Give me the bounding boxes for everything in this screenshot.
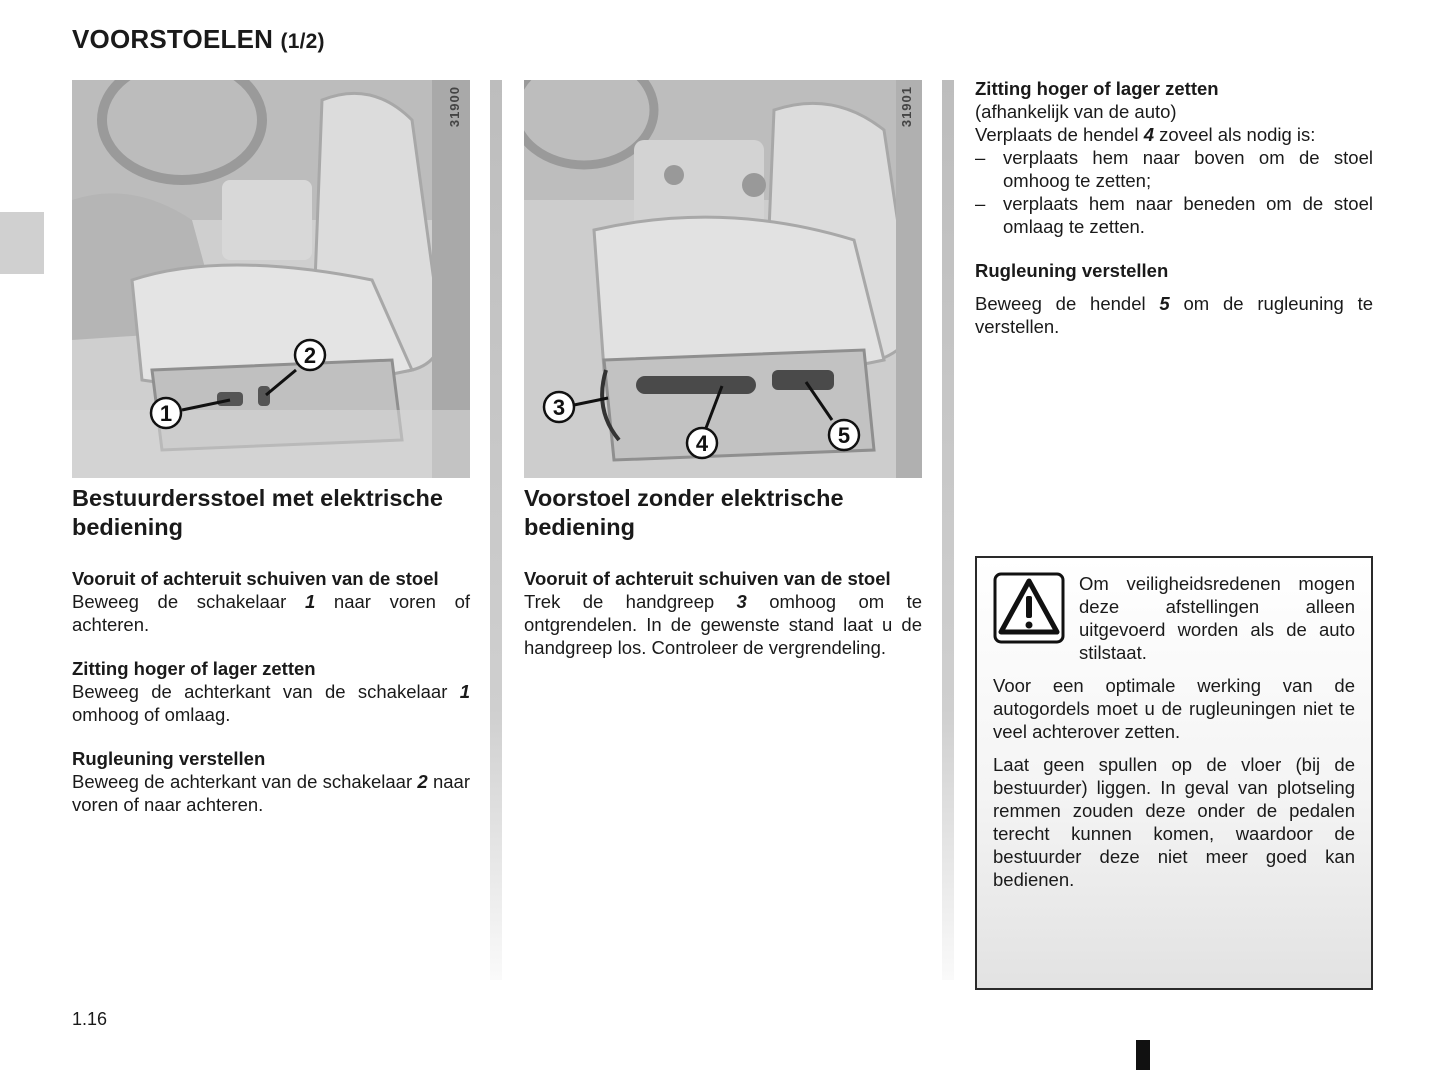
- paragraph: Beweeg de achterkant van de schakelaar 2 naar voren of naar achteren.: [72, 771, 470, 815]
- middle-column: [524, 484, 922, 659]
- callout-2: 2: [303, 343, 317, 368]
- subheading: Vooruit of achteruit schuiven van de stoel: [72, 568, 439, 589]
- text-block: [72, 747, 470, 816]
- photo-driver-seat: [72, 80, 470, 478]
- left-column: [72, 484, 470, 816]
- paragraph: Beweeg de schakelaar 1 naar voren of achteren.: [72, 591, 470, 635]
- photo-manual-seat: [524, 80, 922, 478]
- callout-1: 1: [159, 401, 173, 426]
- paragraph: Beweeg de achterkant van de schakelaar 1 omhoog of omlaag.: [72, 681, 470, 725]
- subheading: Zitting hoger of lager zetten: [975, 78, 1219, 99]
- warning-paragraph: Om veiligheidsredenen mogen deze afstellingen alleen uitgevoerd worden als de auto stilstaat.: [1079, 573, 1355, 663]
- callout-5: 5: [837, 423, 851, 448]
- text-block: [72, 657, 470, 726]
- text-block: [72, 567, 470, 636]
- page-marker: [1136, 1040, 1150, 1070]
- subheading: Rugleuning verstellen: [975, 260, 1169, 281]
- warning-box: [975, 556, 1373, 990]
- figure-code: 31900: [447, 86, 462, 128]
- paragraph: Beweeg de hendel 5 om de rugleuning te verstellen.: [975, 293, 1373, 337]
- page-title: VOORSTOELEN (1/2): [72, 24, 325, 54]
- subheading: Zitting hoger of lager zetten: [72, 658, 316, 679]
- instruction-list: [975, 146, 1373, 238]
- right-column: [975, 77, 1373, 338]
- warning-paragraph: Laat geen spullen op de vloer (bij de bestuurder) liggen. In geval van plotseling remmen zouden deze onder de pedalen terecht kunnen komen, waardoor de bestuurder deze niet meer goed kan bedienen.: [993, 754, 1355, 890]
- figure-code: 31901: [899, 86, 914, 128]
- warning-triangle-icon: [993, 572, 1065, 644]
- text-block: [524, 567, 922, 659]
- section-heading: Bestuurdersstoel met elektrische bediening: [72, 485, 443, 540]
- column-divider: [942, 80, 954, 980]
- list-item: – verplaats hem naar boven om de stoel omhoog te zetten;: [975, 146, 1373, 192]
- callout-4: 4: [695, 431, 709, 456]
- warning-paragraph: Voor een optimale werking van de autogordels moet u de rugleuningen niet te veel achterover zetten.: [993, 675, 1355, 742]
- note: (afhankelijk van de auto): [975, 101, 1177, 122]
- list-item: – verplaats hem naar beneden om de stoel omlaag te zetten.: [975, 192, 1373, 238]
- callout-3: 3: [552, 395, 566, 420]
- chapter-tab: [0, 212, 44, 274]
- subheading: Rugleuning verstellen: [72, 748, 266, 769]
- section-heading: Voorstoel zonder elektrische bediening: [524, 485, 844, 540]
- paragraph: Trek de handgreep 3 omhoog om te ontgrendelen. In de gewenste stand laat u de handgreep los. Controleer de vergrendeling.: [524, 591, 922, 658]
- paragraph: Verplaats de hendel 4 zoveel als nodig is:: [975, 124, 1316, 145]
- subheading: Vooruit of achteruit schuiven van de stoel: [524, 568, 891, 589]
- column-divider: [490, 80, 502, 980]
- page-number: 1.16: [72, 1009, 108, 1029]
